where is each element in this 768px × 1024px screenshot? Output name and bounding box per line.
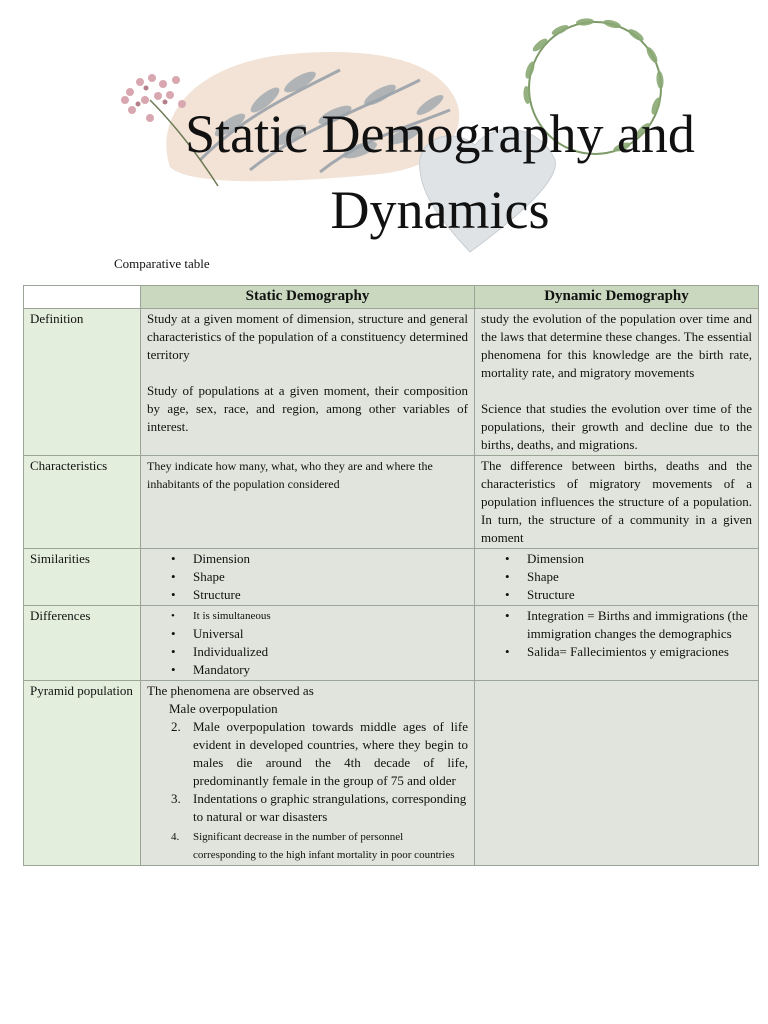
list-number: 2. xyxy=(171,719,181,734)
row-label-pyramid: Pyramid population xyxy=(24,681,141,866)
list-item: • Universal xyxy=(193,625,468,643)
list-item: • Mandatory xyxy=(193,661,468,679)
list-item: • Individualized xyxy=(193,643,468,661)
list-item xyxy=(171,828,468,864)
header-static: Static Demography xyxy=(141,286,475,309)
header-dynamic: Dynamic Demography xyxy=(475,286,759,309)
definition-static xyxy=(141,309,475,456)
page-title xyxy=(140,96,740,248)
list-item xyxy=(171,718,468,790)
differences-static xyxy=(141,606,475,681)
row-label-characteristics: Characteristics xyxy=(24,456,141,549)
header-blank-cell xyxy=(24,286,141,309)
row-label-differences: Differences xyxy=(24,606,141,681)
list-item: • Structure xyxy=(527,586,752,604)
definition-static-p1: Study at a given moment of dimension, structure and general characteristics of the population of a constituency determined territory xyxy=(147,311,468,362)
differences-static-list xyxy=(147,607,468,679)
definition-dynamic-p2: Science that studies the evolution over time of the populations, their growth and decline due to the births, deaths, and migrations. xyxy=(481,401,752,452)
list-item: • Dimension xyxy=(193,550,468,568)
list-item: • Shape xyxy=(193,568,468,586)
definition-static-p2: Study of populations at a given moment, their composition by age, sex, race, and region, among other variables of interest. xyxy=(147,383,468,434)
list-item: • Salida= Fallecimientos y emigraciones xyxy=(527,643,752,661)
table-caption: Comparative table xyxy=(114,256,210,271)
similarities-static xyxy=(141,549,475,606)
definition-dynamic xyxy=(475,309,759,456)
list-number: 3. xyxy=(171,791,181,806)
differences-dynamic-list xyxy=(481,607,752,661)
similarities-dynamic-list xyxy=(481,550,752,604)
table-row-definition xyxy=(24,309,759,456)
definition-dynamic-p1: study the evolution of the population over time and the laws that determine these changes. The essential phenomena for this knowledge are the birth rate, mortality rate, and migratory movements xyxy=(481,311,752,380)
title-line-1: Static Demography and xyxy=(185,104,695,164)
table-row-characteristics xyxy=(24,456,759,549)
similarities-static-list xyxy=(147,550,468,604)
pyramid-dynamic xyxy=(475,681,759,866)
table-header-row xyxy=(24,286,759,309)
pyramid-intro: The phenomena are observed as xyxy=(147,683,314,698)
differences-dynamic xyxy=(475,606,759,681)
list-item xyxy=(171,790,468,826)
title-line-2: Dynamics xyxy=(330,180,550,240)
characteristics-dynamic: The difference between births, deaths and the characteristics of migratory movements of a population influences the structure of a population. In turn, the structure of a community in a given moment xyxy=(475,456,759,549)
pyramid-static xyxy=(141,681,475,866)
characteristics-static: They indicate how many, what, who they are and where the inhabitants of the population considered xyxy=(141,456,475,549)
list-item: • Structure xyxy=(193,586,468,604)
row-label-definition: Definition xyxy=(24,309,141,456)
pyramid-list xyxy=(147,718,468,864)
table-row-pyramid xyxy=(24,681,759,866)
comparison-table xyxy=(23,285,759,866)
list-item: • Shape xyxy=(527,568,752,586)
list-item: • Dimension xyxy=(527,550,752,568)
row-label-similarities: Similarities xyxy=(24,549,141,606)
table-row-differences xyxy=(24,606,759,681)
list-text: Indentations o graphic strangulations, corresponding to natural or war disasters xyxy=(193,791,467,824)
similarities-dynamic xyxy=(475,549,759,606)
table-row-similarities xyxy=(24,549,759,606)
list-text: Male overpopulation towards middle ages of life evident in developed countries, where they begin to males die around the 4th decade of life, predominantly female in the group of 75 and older xyxy=(193,719,468,788)
pyramid-item-1: Male overpopulation xyxy=(169,701,278,716)
list-item: • It is simultaneous xyxy=(193,607,468,625)
list-item: • Integration = Births and immigrations (the immigration changes the demographics xyxy=(527,607,752,643)
list-number: 4. xyxy=(171,831,180,843)
list-text: Significant decrease in the number of personnel corresponding to the high infant mortality in poor countries xyxy=(193,831,455,861)
